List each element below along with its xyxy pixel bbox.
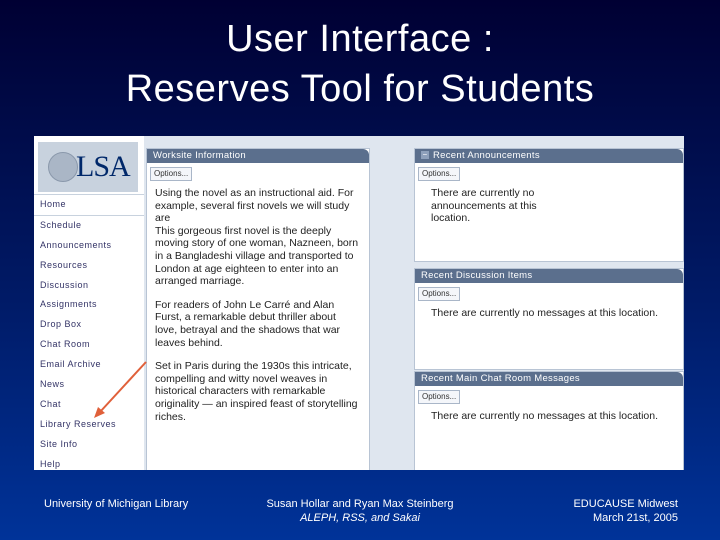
footer-right bbox=[520, 497, 678, 525]
chat-title: Recent Main Chat Room Messages bbox=[415, 372, 683, 386]
pointer-arrow-icon bbox=[34, 136, 684, 470]
footer-topic: ALEPH, RSS, and Sakai bbox=[300, 512, 420, 524]
nav-item-chat-room[interactable]: Chat Room bbox=[40, 339, 91, 350]
nav-item-resources[interactable]: Resources bbox=[40, 259, 88, 270]
footer-center bbox=[220, 497, 500, 525]
slide-title bbox=[0, 14, 720, 114]
nav-item-announcements[interactable]: Announcements bbox=[40, 239, 112, 250]
footer-library: University of Michigan Library bbox=[44, 498, 189, 510]
worksite-para1: Using the novel as an instructional aid. For example, several first novels we will study are bbox=[155, 187, 354, 225]
options-button[interactable]: Options... bbox=[418, 390, 460, 404]
panel-title: Worksite Information bbox=[147, 149, 369, 163]
options-button[interactable]: Options... bbox=[150, 167, 192, 181]
sakai-screenshot bbox=[34, 136, 684, 470]
collapse-icon[interactable]: − bbox=[422, 150, 428, 160]
nav-item-home[interactable]: Home bbox=[34, 194, 144, 216]
nav-item-help[interactable]: Help bbox=[40, 458, 61, 469]
nav-item-site-info[interactable]: Site Info bbox=[40, 438, 78, 449]
nav-item-library-reserves[interactable]: Library Reserves bbox=[40, 418, 117, 429]
nav-item-assignments[interactable]: Assignments bbox=[40, 299, 98, 310]
footer-left bbox=[44, 497, 188, 511]
slide-title-line2: Reserves Tool for Students bbox=[125, 68, 595, 110]
options-button[interactable]: Options... bbox=[418, 287, 460, 301]
announcements-title: Recent Announcements bbox=[433, 150, 540, 161]
footer-authors: Susan Hollar and Ryan Max Steinberg bbox=[266, 498, 454, 510]
nav-item-schedule[interactable]: Schedule bbox=[40, 219, 82, 230]
logo-text: LSA bbox=[76, 150, 130, 183]
worksite-para2: For readers of John Le Carré and Alan Furst, a remarkable debut thriller about love, betrayal and the shadows that war leaves behind. bbox=[155, 298, 341, 349]
nav-item-email-archive[interactable]: Email Archive bbox=[40, 359, 102, 370]
worksite-para1b: This gorgeous first novel is the deeply moving story of one woman, Nazneen, born in a Bangladeshi village and transported to London at age eighteen to enter into an arranged marriage. bbox=[155, 224, 359, 288]
nav-item-chat[interactable]: Chat bbox=[40, 398, 62, 409]
chat-body: There are currently no messages at this location. bbox=[431, 410, 659, 422]
slide-title-line1: User Interface : bbox=[226, 18, 494, 60]
nav-item-discussion[interactable]: Discussion bbox=[40, 279, 89, 290]
nav-item-drop-box[interactable]: Drop Box bbox=[40, 319, 82, 330]
options-button[interactable]: Options... bbox=[418, 167, 460, 181]
footer-conference: EDUCAUSE Midwest bbox=[573, 498, 678, 510]
announcements-body: There are currently no announcements at this location. bbox=[431, 187, 537, 225]
footer-date: March 21st, 2005 bbox=[593, 512, 678, 524]
nav-item-news[interactable]: News bbox=[40, 379, 65, 390]
discussion-title: Recent Discussion Items bbox=[415, 269, 683, 283]
discussion-body: There are currently no messages at this location. bbox=[431, 307, 659, 319]
worksite-para3: Set in Paris during the 1930s this intricate, compelling and witty novel weaves in historical characters with remarkable originality — an inspired feast of storytelling riches. bbox=[155, 360, 358, 423]
